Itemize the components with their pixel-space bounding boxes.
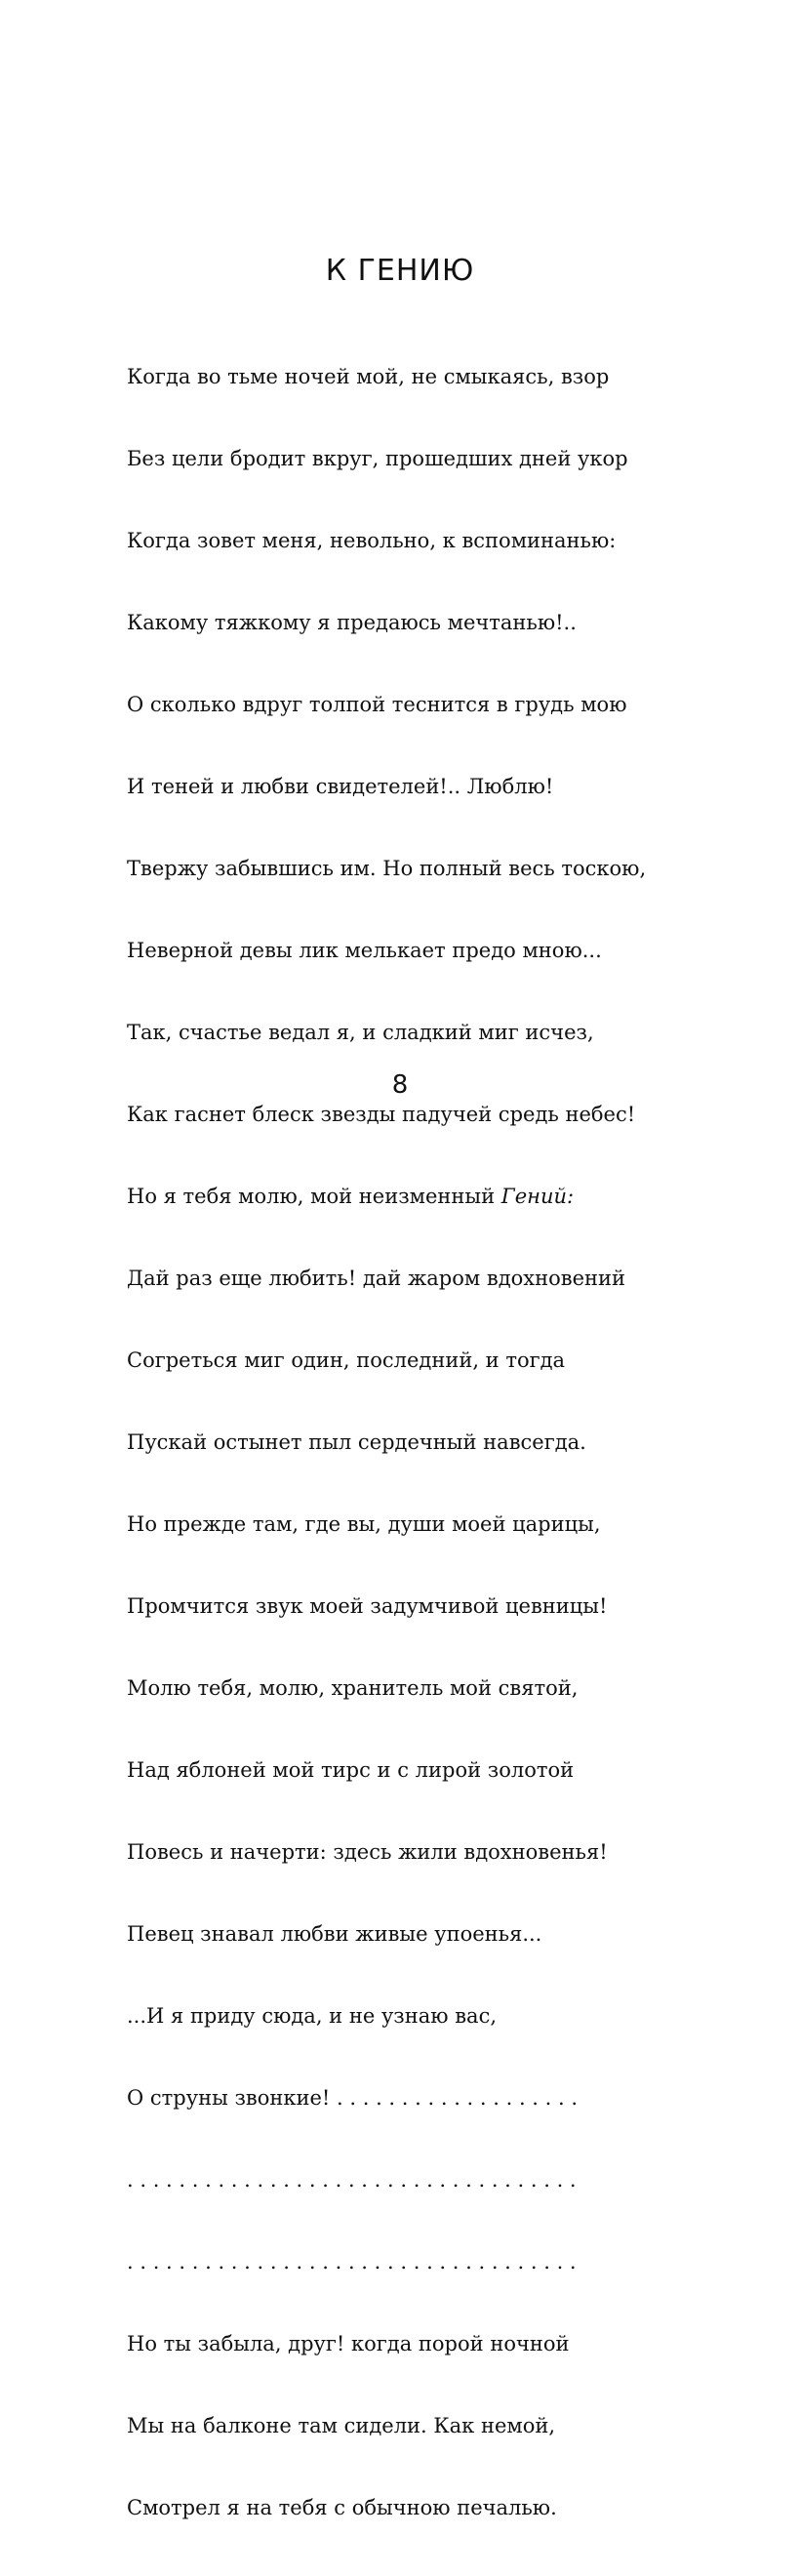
poem-line-italic: Гений: [500, 1185, 575, 1208]
poem-body [127, 308, 712, 2576]
poem-line: Твержу забывшись им. Но полный весь тоскою, [127, 857, 647, 880]
poem-line: Неверной девы лик мелькает предо мною... [127, 939, 602, 962]
poem-line: Когда зовет меня, невольно, к вспоминанью: [127, 529, 617, 552]
poem-line: Певец знавал любви живые упоенья... [127, 1922, 542, 1946]
page-number: 8 [391, 1070, 409, 1100]
poem-line: О струны звонкие! . . . . . . . . . . . . . . . . . . . [127, 2086, 579, 2110]
poem-line: Дай раз еще любить! дай жаром вдохновений [127, 1267, 626, 1290]
poem-line: Над яблоней мой тирс и с лирой золотой [127, 1758, 575, 1782]
poem-line: Смотрел я на тебя с обычною печалью. [127, 2496, 557, 2519]
poem-line-prefix: Но я тебя молю, мой неизменный [127, 1185, 501, 1208]
poem-line: Молю тебя, молю, хранитель мой святой, [127, 1676, 579, 1700]
poem-line: Пускай остынет пыл сердечный навсегда. [127, 1430, 586, 1454]
poem-line: Так, счастье ведал я, и сладкий миг исчез, [127, 1021, 594, 1044]
poem-line: ...И я приду сюда, и не узнаю вас, [127, 2004, 498, 2028]
poem-line: Но прежде там, где вы, души моей царицы, [127, 1512, 601, 1536]
poem-line: Повесь и начерти: здесь жили вдохновенья! [127, 1840, 608, 1864]
poem-line: Как гаснет блеск звезды падучей средь небес! [127, 1103, 636, 1126]
poem-line: Но ты забыла, друг! когда порой ночной [127, 2332, 570, 2355]
dotted-line: . . . . . . . . . . . . . . . . . . . . . . . . . . . . . . . . . . . [127, 2168, 577, 2192]
poem-line: Согреться миг один, последний, и тогда [127, 1348, 566, 1372]
poem-line: О сколько вдруг толпой теснится в грудь мою [127, 693, 627, 716]
poem-line: Когда во тьме ночей мой, не смыкаясь, взор [127, 365, 610, 388]
poem-line [127, 1183, 712, 1210]
poem-title: К ГЕНИЮ [325, 254, 475, 288]
poem-line: И теней и любви свидетелей!.. Люблю! [127, 775, 554, 798]
poem-line: Мы на балконе там сидели. Как немой, [127, 2414, 556, 2437]
dotted-line: . . . . . . . . . . . . . . . . . . . . . . . . . . . . . . . . . . . [127, 2250, 577, 2274]
poem-line: Промчится звук моей задумчивой цевницы! [127, 1594, 608, 1618]
poem-line: Без цели бродит вкруг, прошедших дней укор [127, 447, 628, 470]
poem-line: Какому тяжкому я предаюсь мечтанью!.. [127, 611, 577, 634]
